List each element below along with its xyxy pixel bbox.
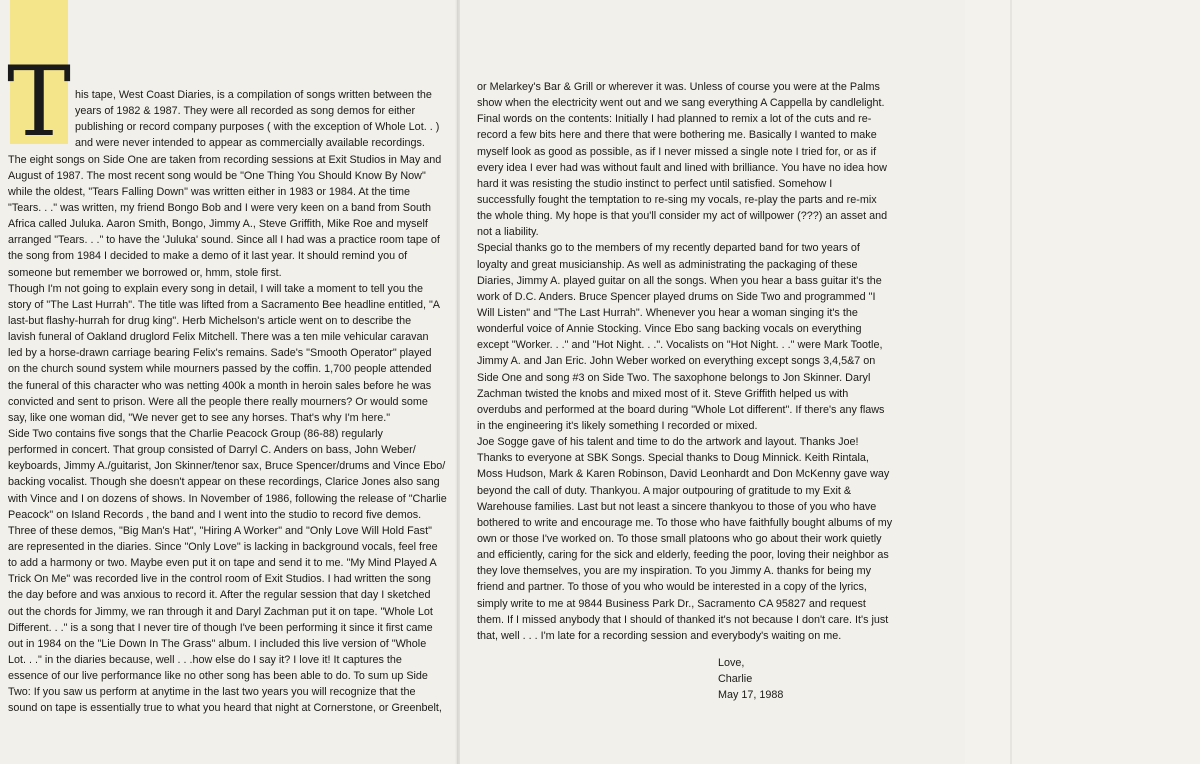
text-line: years of 1982 & 1987. They were all recorded as song demos for either [75,105,416,118]
text-line: essence of our live performance like no other song has been able to do. To sum up Side [8,670,428,683]
text-column-right [477,79,892,644]
signature-block [718,655,783,703]
text-line: his tape, West Coast Diaries, is a compilation of songs written between the [75,89,432,101]
text-line: someone but remember we borrowed or, hmm, stole first. [8,266,282,279]
text-line: "Tears. . ." was written, my friend Bongo Bob and I were very keen on a band from South [8,201,431,214]
text-line: convicted and sent to prison. Were all the people there really mourners? Or would some [8,395,428,408]
text-line: friend and partner. To those of you who would be interested in a copy of the lyrics, [477,581,867,594]
text-line: Though I'm not going to explain every song in detail, I will take a moment to tell you the [8,282,423,295]
text-line: work of D.C. Anders. Bruce Spencer played drums on Side Two and programmed "I [477,290,876,303]
dropcap-letter: T [6,46,72,158]
text-line: own or those I've worked on. To those small platoons who go about their work quietly [477,532,882,545]
text-line: Joe Sogge gave of his talent and time to do the artwork and layout. Thanks Joe! [477,436,859,449]
text-line: Special thanks go to the members of my recently departed band for two years of [477,242,860,255]
text-line: bothered to write and encourage me. To those who have faithfully bought albums of my [477,516,893,529]
text-line: Zachman twisted the knobs and mixed most of it. Steve Griffith helped us with [477,387,849,400]
text-line: Diaries, Jimmy A. played guitar on all the songs. When you hear a bass guitar it's the [477,274,882,287]
text-line: keyboards, Jimmy A./guitarist, Jon Skinner/tenor sax, Bruce Spencer/drums and Vince Ebo/ [8,460,446,473]
text-line: successfully fought the temptation to re-sing my vocals, re-play the parts and re-mix [477,193,877,206]
text-line: they love themselves, you are my inspiration. To you Jimmy A. thanks for being my [477,565,872,578]
text-line: in the engineering it's likely something I recorded or mixed. [477,419,758,432]
text-line: say, like one woman did, "We never get to see any horses. That's why I'm here." [8,411,391,424]
text-line: out in 1984 on the "Lie Down In The Grass" album. I included this live version of "Whole [8,637,427,650]
text-line: Different. . ." is a song that I never tire of though I've been performing it since it first came [8,621,433,634]
text-line: them. If I missed anybody that I should of thanked it's not because I don't care. It's just [477,613,889,626]
text-line: Moss Hudson, Mark & Karen Robinson, David Leonhardt and Don McKenny gave way [477,468,890,481]
text-line: backing vocalist. Though she doesn't appear on these recordings, Clarice Jones also sang [8,476,440,489]
text-line: except "Worker. . ." and "Hot Night. . .". Vocalists on "Hot Night. . ." were Mark Tootle, [477,339,883,352]
text-line: performed in concert. That group consisted of Darryl C. Anders on bass, John Weber/ [8,444,416,457]
fold-crease [457,0,460,764]
text-line: the song from 1984 I decided to make a demo of it last year. It should remind you of [8,250,408,263]
text-line: Final words on the contents: Initially I had planned to remix a lot of the cuts and re- [477,113,872,126]
text-line: lavish funeral of Oakland druglord Felix Mitchell. There was a ten mile vehicular caravan [8,331,429,344]
text-line: Three of these demos, "Big Man's Hat", "Hiring A Worker" and "Only Love Will Hold Fast" [8,524,432,537]
blank-panel [965,0,1200,764]
text-line: hard it was resisting the studio instinct to perfect until satisfied. Somehow I [477,177,833,190]
text-line: loyalty and great musicianship. As well as administrating the packaging of these [477,258,858,271]
text-line: Side Two contains five songs that the Charlie Peacock Group (86-88) regularly [8,427,383,440]
text-line: or Melarkey's Bar & Grill or wherever it was. Unless of course you were at the Palms [477,81,880,93]
signature-date: May 17, 1988 [718,689,784,702]
text-line: Africa called Juluka. Aaron Smith, Bongo, Jimmy A., Steve Griffith, Mike Roe and myself [8,218,428,231]
text-line: Trick On Me" was recorded live in the control room of Exit Studios. I had written the song [8,573,431,586]
text-line: Side One and song #3 on Side Two. The saxophone belongs to Jon Skinner. Daryl [477,371,871,384]
text-line: sound on tape is essentially true to what you heard that night at Cornerstone, or Greenbelt, [8,702,442,715]
text-line: Lot. . ." in the diaries because, well . . .how else do I say it? I love it! It captures the [8,653,402,666]
signature-name: Charlie [718,673,753,686]
text-line: that, well . . . I'm late for a recording session and everybody's waiting on me. [477,629,842,642]
text-line: Will Listen" and "The Last Hurrah". Whenever you hear a woman singing it's the [477,306,858,319]
text-line: Peacock" on Island Records , the band and I went into the studio to record five demos. [8,508,422,521]
text-line: myself look as good as possible, as if I never missed a single note I tried for, or as if [477,145,877,158]
text-line: are represented in the diaries. Since "Only Love" is lacking in background vocals, feel free [8,540,438,553]
text-line: simply write to me at 9844 Business Park Dr., Sacramento CA 95827 and request [477,597,866,610]
text-column-left [8,87,447,716]
text-line: overdubs and performed at the board during "Whole Lot different". If there's any flaws [477,403,885,416]
text-line: out the chords for Jimmy, we ran through it and Daryl Zachman put it on tape. "Whole Lot [8,605,433,618]
text-line: Thanks to everyone at SBK Songs. Special thanks to Doug Minnick. Keith Rintala, [477,452,869,465]
text-line: every idea I ever had was without fault and lined with brilliance. You have no idea how [477,161,887,174]
text-line: the whole thing. My hope is that you'll consider my act of willpower (???) an asset and [477,210,888,223]
text-line: record a few bits here and there that were bothering me. Basically I wanted to make [477,129,877,142]
text-line: Warehouse families. Last but not least a sincere thankyou to those of you who have [477,500,877,513]
text-line: the funeral of this character who was netting 400k a month in heroin sales before he was [8,379,432,392]
text-line: arranged "Tears. . ." to have the 'Juluka' sound. Since all I had was a practice room tape of [8,234,440,247]
text-line: on the church sound system while mourners passed by the coffin. 1,700 people attended [8,363,432,376]
text-line: wonderful voice of Annie Stocking. Vince Ebo sang backing vocals on everything [477,323,862,336]
text-line: while the oldest, "Tears Falling Down" was written either in 1983 or 1984. At the time [8,185,410,198]
text-line: to add a harmony or two. Maybe even put it on tape and send it to me. "My Mind Played A [8,557,437,570]
text-line: beyond the call of duty. Thankyou. A major outpouring of gratitude to my Exit & [477,484,852,497]
text-line: Two: If you saw us perform at anytime in the last two years you will recognize that the [8,686,416,699]
text-line: publishing or record company purposes ( with the exception of Whole Lot. . ) [75,121,440,134]
text-line: and efficiently, caring for the sick and elderly, feeding the poor, loving their neighbor as [477,549,889,562]
signature-closing: Love, [718,657,745,669]
text-line: and were never intended to appear as commercially available recordings. [75,137,425,150]
text-line: with Vince and I on dozens of shows. In November of 1986, following the release of "Charlie [8,492,447,505]
text-line: The eight songs on Side One are taken from recording sessions at Exit Studios in May and [8,153,442,166]
text-line: not a liability. [477,226,539,239]
text-line: led by a horse-drawn carriage bearing Felix's remains. Sade's "Smooth Operator" played [8,347,432,360]
text-line: the day before and was anxious to record it. After the regular session that day I sketched [8,589,431,602]
text-line: last-but flashy-hurrah for drug king". Herb Michelson's article went on to describe the [8,314,412,327]
text-line: show when the electricity went out and we sang everything A Cappella by candlelight. [477,97,885,110]
fold-crease [1010,0,1012,764]
text-line: Jimmy A. and Jan Eric. John Weber worked on everything except songs 3,4,5&7 on [477,355,876,368]
text-line: story of "The Last Hurrah". The title was lifted from a Sacramento Bee headline entitled, "A [8,298,440,311]
text-line: August of 1987. The most recent song would be "One Thing You Should Know By Now" [8,169,426,182]
